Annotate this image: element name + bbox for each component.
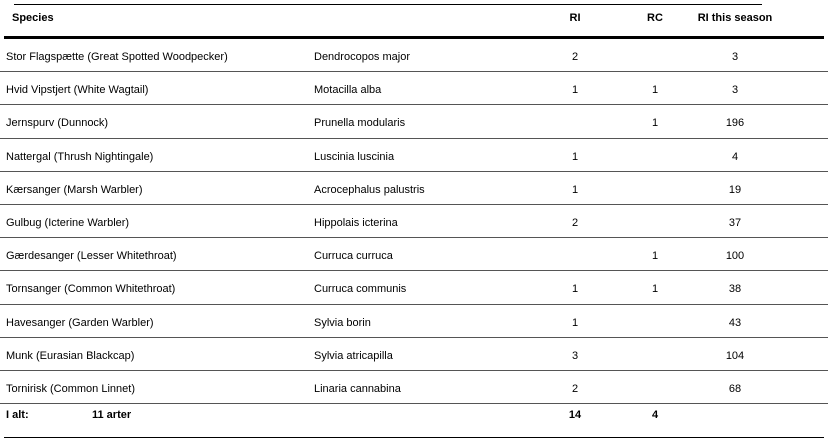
header-ri-season: RI this season [697, 12, 773, 24]
latin-name-cell: Luscinia luscinia [314, 150, 395, 163]
ri-cell: 1 [571, 316, 579, 329]
latin-name-cell: Linaria cannabina [314, 382, 401, 395]
latin-name-cell: Acrocephalus palustris [314, 183, 425, 196]
species-name-cell: Nattergal (Thrush Nightingale) [6, 150, 154, 163]
ri-cell: 1 [571, 183, 579, 196]
species-name-cell: Tornsanger (Common Whitethroat) [6, 283, 176, 296]
latin-name-cell: Motacilla alba [314, 84, 382, 97]
ri-season-cell: 196 [725, 117, 745, 130]
species-name-cell: Havesanger (Garden Warbler) [6, 316, 154, 329]
ri-season-cell: 19 [728, 183, 742, 196]
species-name-cell: Stor Flagspætte (Great Spotted Woodpecker) [6, 51, 228, 63]
ri-season-cell: 104 [725, 349, 745, 362]
species-name-cell: Kærsanger (Marsh Warbler) [6, 183, 143, 196]
table-header [0, 6, 828, 34]
table-row [0, 271, 828, 304]
footer-species-count: 11 arter [92, 409, 132, 421]
rc-cell: 1 [651, 84, 659, 97]
rc-cell: 1 [651, 250, 659, 263]
table-row [0, 72, 828, 105]
ri-cell: 1 [571, 283, 579, 296]
footer-rc-total: 4 [651, 409, 659, 421]
latin-name-cell: Curruca communis [314, 283, 407, 296]
ri-season-cell: 100 [725, 250, 745, 263]
table-row [0, 39, 828, 72]
ri-cell: 1 [571, 150, 579, 163]
latin-name-cell: Sylvia borin [314, 316, 371, 329]
ri-season-cell: 43 [728, 316, 742, 329]
table-row [0, 205, 828, 238]
ri-season-cell: 68 [728, 382, 742, 395]
table-row [0, 172, 828, 205]
header-ri: RI [569, 12, 581, 24]
footer-label: I alt: [6, 409, 29, 421]
bottom-rule [4, 437, 824, 438]
ri-cell: 2 [571, 216, 579, 229]
species-name-cell: Gulbug (Icterine Warbler) [6, 216, 130, 229]
top-rule [14, 4, 762, 5]
ri-cell: 3 [571, 349, 579, 362]
table-row [0, 305, 828, 338]
table-row [0, 139, 828, 172]
latin-name-cell: Sylvia atricapilla [314, 349, 393, 362]
latin-name-cell: Curruca curruca [314, 250, 393, 263]
species-name-cell: Hvid Vipstjert (White Wagtail) [6, 84, 149, 97]
table-footer [0, 399, 828, 439]
header-rc: RC [647, 12, 663, 24]
footer-ri-total: 14 [568, 409, 582, 421]
rc-cell: 1 [651, 283, 659, 296]
latin-name-cell: Hippolais icterina [314, 216, 398, 229]
rc-cell: 1 [651, 117, 659, 130]
species-name-cell: Munk (Eurasian Blackcap) [6, 349, 135, 362]
ri-season-cell: 37 [728, 216, 742, 229]
table-row [0, 338, 828, 371]
table-row [0, 238, 828, 271]
ri-season-cell: 4 [731, 150, 739, 163]
species-name-cell: Gærdesanger (Lesser Whitethroat) [6, 250, 177, 263]
ri-cell: 2 [571, 51, 579, 63]
header-species: Species [12, 12, 54, 24]
latin-name-cell: Dendrocopos major [314, 51, 410, 63]
ri-season-cell: 3 [731, 51, 739, 63]
ri-season-cell: 38 [728, 283, 742, 296]
ri-cell: 1 [571, 84, 579, 97]
ri-season-cell: 3 [731, 84, 739, 97]
table-row [0, 105, 828, 138]
species-name-cell: Tornirisk (Common Linnet) [6, 382, 135, 395]
species-name-cell: Jernspurv (Dunnock) [6, 117, 109, 130]
latin-name-cell: Prunella modularis [314, 117, 406, 130]
table-body [0, 39, 828, 404]
ri-cell: 2 [571, 382, 579, 395]
